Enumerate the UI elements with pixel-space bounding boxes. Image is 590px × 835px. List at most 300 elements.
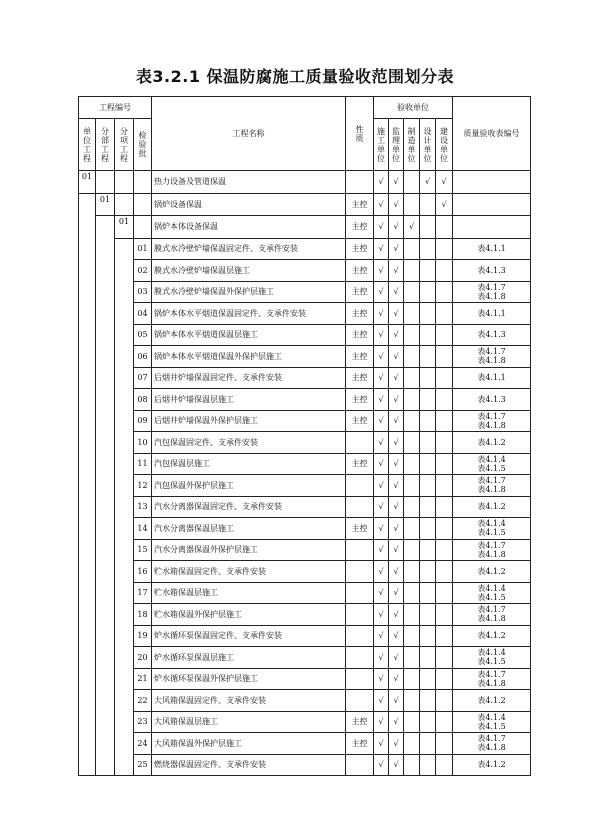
table-row bbox=[79, 475, 531, 497]
check-supervision: √ bbox=[389, 647, 404, 669]
check-manufacturer bbox=[404, 410, 420, 432]
cell-division-code: 01 bbox=[96, 193, 115, 216]
check-construction: √ bbox=[374, 410, 389, 432]
check-owner bbox=[436, 733, 453, 755]
check-construction: √ bbox=[374, 324, 389, 346]
cell-nature bbox=[346, 582, 374, 604]
page-title: 表3.2.1 保温防腐施工质量验收范围划分表 bbox=[135, 67, 455, 86]
check-design bbox=[420, 561, 436, 583]
cell-project-name: 炉水循环泵保温固定件、支承件安装 bbox=[152, 625, 346, 647]
check-construction: √ bbox=[374, 496, 389, 518]
check-owner bbox=[436, 475, 453, 497]
check-construction: √ bbox=[374, 668, 389, 690]
cell-project-name: 汽水分离器保温外保护层施工 bbox=[152, 539, 346, 561]
form-code-line: 表4.1.7 bbox=[477, 476, 506, 486]
cell-nature bbox=[346, 647, 374, 669]
check-manufacturer bbox=[404, 238, 420, 260]
header-owner-unit: 建设单位 bbox=[440, 126, 449, 163]
check-design bbox=[420, 733, 436, 755]
cell-form-code bbox=[453, 690, 531, 712]
check-manufacturer bbox=[404, 582, 420, 604]
cell-batch-code: 20 bbox=[134, 647, 152, 669]
table-row bbox=[79, 754, 531, 776]
header-manufacturer-unit: 制造单位 bbox=[407, 126, 416, 163]
check-manufacturer bbox=[404, 711, 420, 733]
cell-nature: 主控 bbox=[346, 733, 374, 755]
cell-nature: 主控 bbox=[346, 346, 374, 368]
form-code-line: 表4.1.7 bbox=[477, 669, 506, 679]
form-code-line: 表4.1.3 bbox=[477, 330, 506, 340]
table-row bbox=[79, 346, 531, 368]
form-code-line: 表4.1.2 bbox=[477, 631, 506, 641]
header-project-number: 工程编号 bbox=[79, 97, 152, 119]
cell-form-code bbox=[453, 711, 531, 733]
cell-form-code bbox=[453, 453, 531, 475]
cell-form-code bbox=[453, 604, 531, 626]
cell-form-code bbox=[453, 668, 531, 690]
check-construction: √ bbox=[374, 238, 389, 260]
table-row bbox=[79, 367, 531, 389]
check-manufacturer bbox=[404, 561, 420, 583]
check-design bbox=[420, 518, 436, 540]
check-manufacturer: √ bbox=[404, 216, 420, 239]
form-code-line: 表4.1.2 bbox=[477, 760, 506, 770]
cell-form-code bbox=[453, 582, 531, 604]
header-design-unit: 设计单位 bbox=[423, 126, 432, 163]
check-owner bbox=[436, 324, 453, 346]
header-inspection-batch: 检验批 bbox=[138, 131, 147, 158]
check-supervision: √ bbox=[389, 324, 404, 346]
cell-nature bbox=[346, 171, 374, 194]
cell-batch-code: 05 bbox=[134, 324, 152, 346]
check-design bbox=[420, 410, 436, 432]
check-design bbox=[420, 453, 436, 475]
check-manufacturer bbox=[404, 690, 420, 712]
cell-form-code bbox=[453, 561, 531, 583]
form-code-line: 表4.1.3 bbox=[477, 394, 506, 404]
check-design: √ bbox=[420, 171, 436, 194]
check-design bbox=[420, 539, 436, 561]
cell-batch-code: 23 bbox=[134, 711, 152, 733]
cell-batch-code: 18 bbox=[134, 604, 152, 626]
check-construction: √ bbox=[374, 475, 389, 497]
check-construction: √ bbox=[374, 303, 389, 325]
cell-nature: 主控 bbox=[346, 518, 374, 540]
cell-project-name: 燃烧器保温固定件、支承件安装 bbox=[152, 754, 346, 776]
cell-project-name: 锅炉本体水平烟道保温层施工 bbox=[152, 324, 346, 346]
check-manufacturer bbox=[404, 518, 420, 540]
form-code-line: 表4.1.8 bbox=[477, 291, 506, 301]
form-code-line: 表4.1.5 bbox=[477, 463, 506, 473]
check-owner bbox=[436, 453, 453, 475]
cell-project-name: 汽水分离器保温层施工 bbox=[152, 518, 346, 540]
cell-nature: 主控 bbox=[346, 260, 374, 282]
table-row bbox=[79, 539, 531, 561]
form-code-line: 表4.1.4 bbox=[477, 712, 506, 722]
check-design bbox=[420, 496, 436, 518]
check-manufacturer bbox=[404, 754, 420, 776]
cell-batch-code bbox=[134, 193, 152, 216]
cell-batch-code: 19 bbox=[134, 625, 152, 647]
table-row bbox=[79, 604, 531, 626]
cell-form-code bbox=[453, 346, 531, 368]
check-construction: √ bbox=[374, 518, 389, 540]
check-manufacturer bbox=[404, 432, 420, 454]
table-row bbox=[79, 647, 531, 669]
cell-batch-code: 24 bbox=[134, 733, 152, 755]
table-row bbox=[79, 171, 531, 194]
cell-nature bbox=[346, 625, 374, 647]
table-row bbox=[79, 518, 531, 540]
check-design bbox=[420, 303, 436, 325]
cell-batch-code: 06 bbox=[134, 346, 152, 368]
form-code-line: 表4.1.2 bbox=[477, 437, 506, 447]
cell-project-name: 贮水箱保温层施工 bbox=[152, 582, 346, 604]
check-owner bbox=[436, 754, 453, 776]
cell-batch-code: 15 bbox=[134, 539, 152, 561]
check-design bbox=[420, 346, 436, 368]
form-code-line: 表4.1.7 bbox=[477, 347, 506, 357]
check-design bbox=[420, 668, 436, 690]
cell-nature: 主控 bbox=[346, 453, 374, 475]
check-supervision: √ bbox=[389, 604, 404, 626]
check-construction: √ bbox=[374, 367, 389, 389]
cell-form-code bbox=[453, 432, 531, 454]
table-row bbox=[79, 453, 531, 475]
check-owner bbox=[436, 389, 453, 411]
check-construction: √ bbox=[374, 389, 389, 411]
form-code-line: 表4.1.8 bbox=[477, 614, 506, 624]
check-owner bbox=[436, 561, 453, 583]
check-construction: √ bbox=[374, 453, 389, 475]
cell-form-code bbox=[453, 171, 531, 194]
check-construction: √ bbox=[374, 193, 389, 216]
check-design bbox=[420, 193, 436, 216]
check-manufacturer bbox=[404, 668, 420, 690]
check-design bbox=[420, 582, 436, 604]
check-manufacturer bbox=[404, 193, 420, 216]
cell-nature: 主控 bbox=[346, 324, 374, 346]
form-code-line: 表4.1.8 bbox=[477, 485, 506, 495]
cell-batch-code bbox=[134, 216, 152, 239]
check-owner bbox=[436, 216, 453, 239]
check-owner bbox=[436, 303, 453, 325]
check-construction: √ bbox=[374, 754, 389, 776]
cell-nature bbox=[346, 604, 374, 626]
check-manufacturer bbox=[404, 281, 420, 303]
cell-form-code bbox=[453, 216, 531, 239]
cell-project-name: 贮水箱保温固定件、支承件安装 bbox=[152, 561, 346, 583]
check-owner bbox=[436, 346, 453, 368]
form-code-line: 表4.1.5 bbox=[477, 657, 506, 667]
check-manufacturer bbox=[404, 260, 420, 282]
header-acceptance-units: 验收单位 bbox=[374, 97, 453, 119]
check-supervision: √ bbox=[389, 389, 404, 411]
form-code-line: 表4.1.8 bbox=[477, 356, 506, 366]
form-code-line: 表4.1.3 bbox=[477, 265, 506, 275]
check-supervision: √ bbox=[389, 711, 404, 733]
check-owner bbox=[436, 690, 453, 712]
check-design bbox=[420, 647, 436, 669]
table-row bbox=[79, 281, 531, 303]
table-row bbox=[79, 432, 531, 454]
check-owner bbox=[436, 281, 453, 303]
table-row bbox=[79, 260, 531, 282]
cell-project-name: 锅炉本体水平烟道保温固定件、支承件安装 bbox=[152, 303, 346, 325]
check-design bbox=[420, 389, 436, 411]
check-design bbox=[420, 238, 436, 260]
check-supervision: √ bbox=[389, 475, 404, 497]
check-design bbox=[420, 216, 436, 239]
cell-form-code bbox=[453, 625, 531, 647]
check-manufacturer bbox=[404, 324, 420, 346]
check-supervision: √ bbox=[389, 216, 404, 239]
cell-form-code bbox=[453, 303, 531, 325]
cell-project-name: 后烟井炉墙保温外保护层施工 bbox=[152, 410, 346, 432]
check-supervision: √ bbox=[389, 625, 404, 647]
cell-project-name: 锅炉本体水平烟道保温外保护层施工 bbox=[152, 346, 346, 368]
header-supervision-unit: 监理单位 bbox=[392, 126, 400, 163]
check-supervision: √ bbox=[389, 193, 404, 216]
table-row bbox=[79, 582, 531, 604]
cell-project-name: 炉水循环泵保温层施工 bbox=[152, 647, 346, 669]
header-division-project: 分部工程 bbox=[101, 126, 109, 163]
check-owner bbox=[436, 604, 453, 626]
check-construction: √ bbox=[374, 171, 389, 194]
cell-project-name: 锅炉本体设备保温 bbox=[152, 216, 346, 239]
cell-form-code bbox=[453, 193, 531, 216]
check-owner bbox=[436, 625, 453, 647]
cell-nature bbox=[346, 754, 374, 776]
cell-batch-code: 02 bbox=[134, 260, 152, 282]
check-design bbox=[420, 260, 436, 282]
check-supervision: √ bbox=[389, 260, 404, 282]
cell-batch-code: 03 bbox=[134, 281, 152, 303]
table-row bbox=[79, 625, 531, 647]
check-supervision: √ bbox=[389, 367, 404, 389]
cell-form-code bbox=[453, 367, 531, 389]
check-construction: √ bbox=[374, 260, 389, 282]
check-supervision: √ bbox=[389, 238, 404, 260]
cell-nature bbox=[346, 561, 374, 583]
table-row bbox=[79, 216, 531, 239]
cell-batch-code: 21 bbox=[134, 668, 152, 690]
cell-division-code bbox=[96, 171, 115, 194]
form-code-line: 表4.1.1 bbox=[477, 244, 506, 254]
check-manufacturer bbox=[404, 604, 420, 626]
cell-batch-code: 16 bbox=[134, 561, 152, 583]
check-design bbox=[420, 475, 436, 497]
cell-nature: 主控 bbox=[346, 389, 374, 411]
table-row bbox=[79, 193, 531, 216]
cell-form-code bbox=[453, 647, 531, 669]
check-construction: √ bbox=[374, 625, 389, 647]
cell-form-code bbox=[453, 754, 531, 776]
cell-item-span bbox=[115, 238, 134, 776]
check-supervision: √ bbox=[389, 561, 404, 583]
cell-project-name: 膜式水冷壁炉墙保温层施工 bbox=[152, 260, 346, 282]
check-owner bbox=[436, 260, 453, 282]
cell-batch-code bbox=[134, 171, 152, 194]
cell-batch-code: 10 bbox=[134, 432, 152, 454]
cell-project-name: 贮水箱保温外保护层施工 bbox=[152, 604, 346, 626]
check-supervision: √ bbox=[389, 518, 404, 540]
cell-project-name: 汽包保温层施工 bbox=[152, 453, 346, 475]
check-manufacturer bbox=[404, 367, 420, 389]
check-owner: √ bbox=[436, 193, 453, 216]
cell-nature: 主控 bbox=[346, 238, 374, 260]
form-code-line: 表4.1.5 bbox=[477, 592, 506, 602]
form-code-line: 表4.1.1 bbox=[477, 308, 506, 318]
form-code-line: 表4.1.8 bbox=[477, 678, 506, 688]
check-supervision: √ bbox=[389, 690, 404, 712]
check-owner bbox=[436, 432, 453, 454]
form-code-line: 表4.1.8 bbox=[477, 420, 506, 430]
check-supervision: √ bbox=[389, 754, 404, 776]
check-design bbox=[420, 711, 436, 733]
form-code-line: 表4.1.5 bbox=[477, 528, 506, 538]
check-manufacturer bbox=[404, 647, 420, 669]
cell-project-name: 炉水循环泵保温外保护层施工 bbox=[152, 668, 346, 690]
check-supervision: √ bbox=[389, 453, 404, 475]
cell-batch-code: 11 bbox=[134, 453, 152, 475]
cell-nature bbox=[346, 496, 374, 518]
form-code-line: 表4.1.8 bbox=[477, 743, 506, 753]
cell-nature bbox=[346, 668, 374, 690]
cell-nature bbox=[346, 539, 374, 561]
check-supervision: √ bbox=[389, 171, 404, 194]
check-supervision: √ bbox=[389, 496, 404, 518]
cell-form-code bbox=[453, 496, 531, 518]
form-code-line: 表4.1.7 bbox=[477, 411, 506, 421]
table-row bbox=[79, 410, 531, 432]
cell-project-name: 热力设备及管道保温 bbox=[152, 171, 346, 194]
check-construction: √ bbox=[374, 647, 389, 669]
check-manufacturer bbox=[404, 625, 420, 647]
cell-form-code bbox=[453, 238, 531, 260]
cell-batch-code: 08 bbox=[134, 389, 152, 411]
table-row bbox=[79, 733, 531, 755]
cell-unit-code: 01 bbox=[79, 171, 96, 194]
cell-nature: 主控 bbox=[346, 303, 374, 325]
check-owner bbox=[436, 582, 453, 604]
cell-nature: 主控 bbox=[346, 216, 374, 239]
cell-project-name: 大风箱保温层施工 bbox=[152, 711, 346, 733]
cell-item-code: 01 bbox=[115, 216, 134, 239]
cell-project-name: 膜式水冷壁炉墙保温固定件、支承件安装 bbox=[152, 238, 346, 260]
header-nature: 性质 bbox=[355, 124, 364, 143]
check-supervision: √ bbox=[389, 303, 404, 325]
form-code-line: 表4.1.4 bbox=[477, 583, 506, 593]
check-construction: √ bbox=[374, 690, 389, 712]
header-form-code: 质量验收表编号 bbox=[453, 97, 531, 171]
acceptance-scope-table bbox=[78, 96, 531, 776]
check-construction: √ bbox=[374, 604, 389, 626]
cell-form-code bbox=[453, 410, 531, 432]
check-manufacturer bbox=[404, 389, 420, 411]
cell-form-code bbox=[453, 260, 531, 282]
cell-form-code bbox=[453, 389, 531, 411]
form-code-line: 表4.1.7 bbox=[477, 734, 506, 744]
cell-item-code bbox=[115, 171, 134, 194]
cell-nature: 主控 bbox=[346, 367, 374, 389]
check-manufacturer bbox=[404, 733, 420, 755]
cell-project-name: 后烟井炉墙保温层施工 bbox=[152, 389, 346, 411]
cell-division-span bbox=[96, 216, 115, 776]
cell-form-code bbox=[453, 324, 531, 346]
form-code-line: 表4.1.5 bbox=[477, 721, 506, 731]
form-code-line: 表4.1.2 bbox=[477, 695, 506, 705]
table-row bbox=[79, 690, 531, 712]
form-code-line: 表4.1.4 bbox=[477, 519, 506, 529]
check-manufacturer bbox=[404, 171, 420, 194]
check-owner bbox=[436, 410, 453, 432]
table-row bbox=[79, 711, 531, 733]
cell-nature bbox=[346, 475, 374, 497]
cell-batch-code: 07 bbox=[134, 367, 152, 389]
form-code-line: 表4.1.8 bbox=[477, 549, 506, 559]
cell-batch-code: 01 bbox=[134, 238, 152, 260]
check-manufacturer bbox=[404, 496, 420, 518]
cell-form-code bbox=[453, 539, 531, 561]
cell-form-code bbox=[453, 475, 531, 497]
table-row bbox=[79, 303, 531, 325]
check-design bbox=[420, 432, 436, 454]
check-manufacturer bbox=[404, 475, 420, 497]
cell-batch-code: 14 bbox=[134, 518, 152, 540]
form-code-line: 表4.1.7 bbox=[477, 605, 506, 615]
cell-form-code bbox=[453, 518, 531, 540]
form-code-line: 表4.1.7 bbox=[477, 540, 506, 550]
cell-project-name: 锅炉设备保温 bbox=[152, 193, 346, 216]
cell-project-name: 汽水分离器保温固定件、支承件安装 bbox=[152, 496, 346, 518]
check-construction: √ bbox=[374, 582, 389, 604]
form-code-line: 表4.1.2 bbox=[477, 502, 506, 512]
form-code-line: 表4.1.1 bbox=[477, 373, 506, 383]
cell-form-code bbox=[453, 733, 531, 755]
cell-nature: 主控 bbox=[346, 410, 374, 432]
header-project-name: 工程名称 bbox=[152, 97, 346, 171]
cell-project-name: 汽包保温固定件、支承件安装 bbox=[152, 432, 346, 454]
cell-project-name: 膜式水冷壁炉墙保温外保护层施工 bbox=[152, 281, 346, 303]
table-row bbox=[79, 324, 531, 346]
cell-batch-code: 17 bbox=[134, 582, 152, 604]
cell-nature: 主控 bbox=[346, 281, 374, 303]
cell-project-name: 汽包保温外保护层施工 bbox=[152, 475, 346, 497]
check-supervision: √ bbox=[389, 733, 404, 755]
check-supervision: √ bbox=[389, 346, 404, 368]
check-owner bbox=[436, 518, 453, 540]
check-design bbox=[420, 625, 436, 647]
check-supervision: √ bbox=[389, 432, 404, 454]
cell-project-name: 后烟井炉墙保温固定件、支承件安装 bbox=[152, 367, 346, 389]
cell-nature: 主控 bbox=[346, 711, 374, 733]
cell-batch-code: 09 bbox=[134, 410, 152, 432]
cell-unit-span bbox=[79, 193, 96, 776]
check-owner bbox=[436, 496, 453, 518]
check-owner bbox=[436, 367, 453, 389]
check-design bbox=[420, 367, 436, 389]
cell-batch-code: 22 bbox=[134, 690, 152, 712]
cell-project-name: 大风箱保温固定件、支承件安装 bbox=[152, 690, 346, 712]
check-design bbox=[420, 604, 436, 626]
check-construction: √ bbox=[374, 281, 389, 303]
check-owner bbox=[436, 647, 453, 669]
cell-batch-code: 12 bbox=[134, 475, 152, 497]
check-manufacturer bbox=[404, 453, 420, 475]
check-construction: √ bbox=[374, 216, 389, 239]
cell-item-code bbox=[115, 193, 134, 216]
